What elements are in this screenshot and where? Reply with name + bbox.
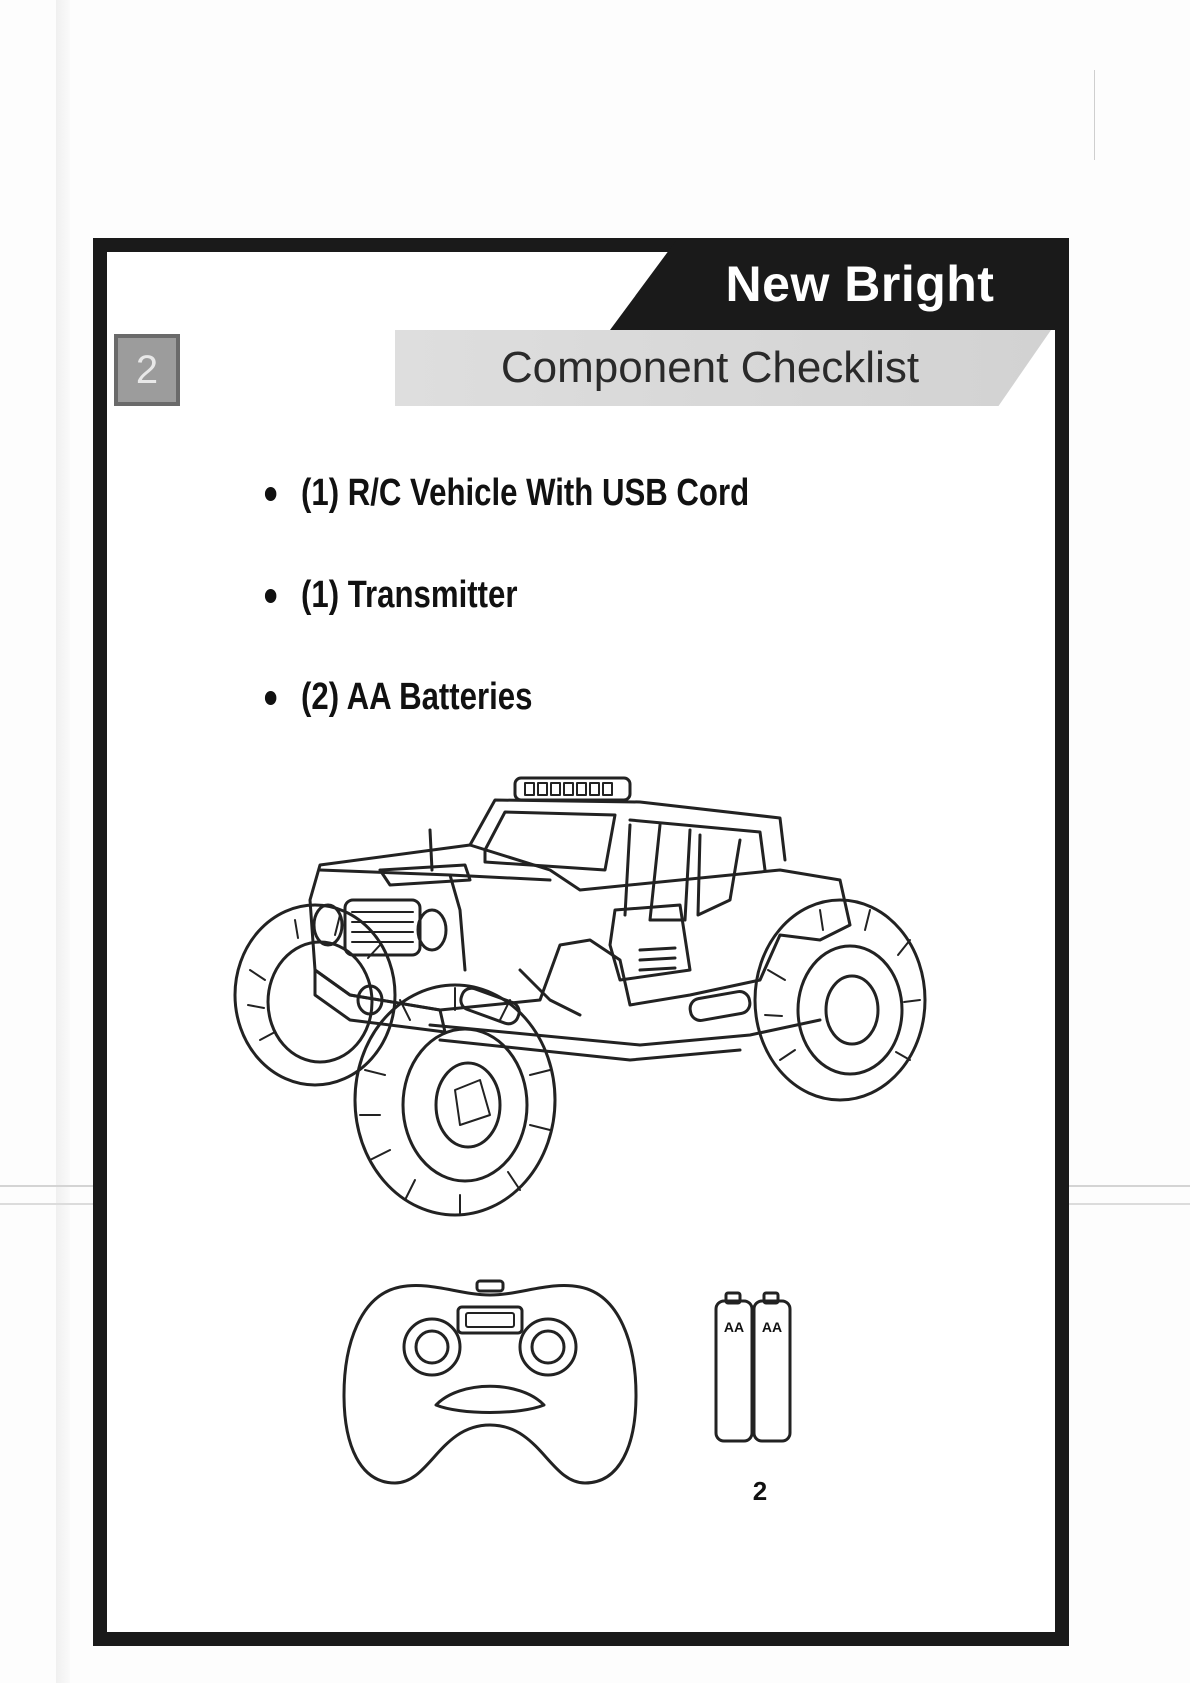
scan-edge xyxy=(56,0,70,1683)
checklist-item: (2) AA Batteries xyxy=(260,674,834,776)
checklist-item: (1) Transmitter xyxy=(260,572,834,674)
component-checklist xyxy=(260,470,960,760)
section-number-badge: 2 xyxy=(114,334,180,406)
battery-label: AA xyxy=(761,1319,783,1335)
battery-label: AA xyxy=(723,1319,745,1335)
scan-edge-mark xyxy=(1094,70,1095,160)
checklist-item: (1) R/C Vehicle With USB Cord xyxy=(260,470,834,572)
rc-vehicle-illustration xyxy=(220,770,980,1250)
brand-name: New Bright xyxy=(725,256,995,312)
transmitter-illustration xyxy=(340,1275,640,1495)
section-title: Component Checklist xyxy=(500,343,920,392)
aa-batteries-illustration xyxy=(712,1287,802,1447)
page-number: 2 xyxy=(752,1476,768,1506)
